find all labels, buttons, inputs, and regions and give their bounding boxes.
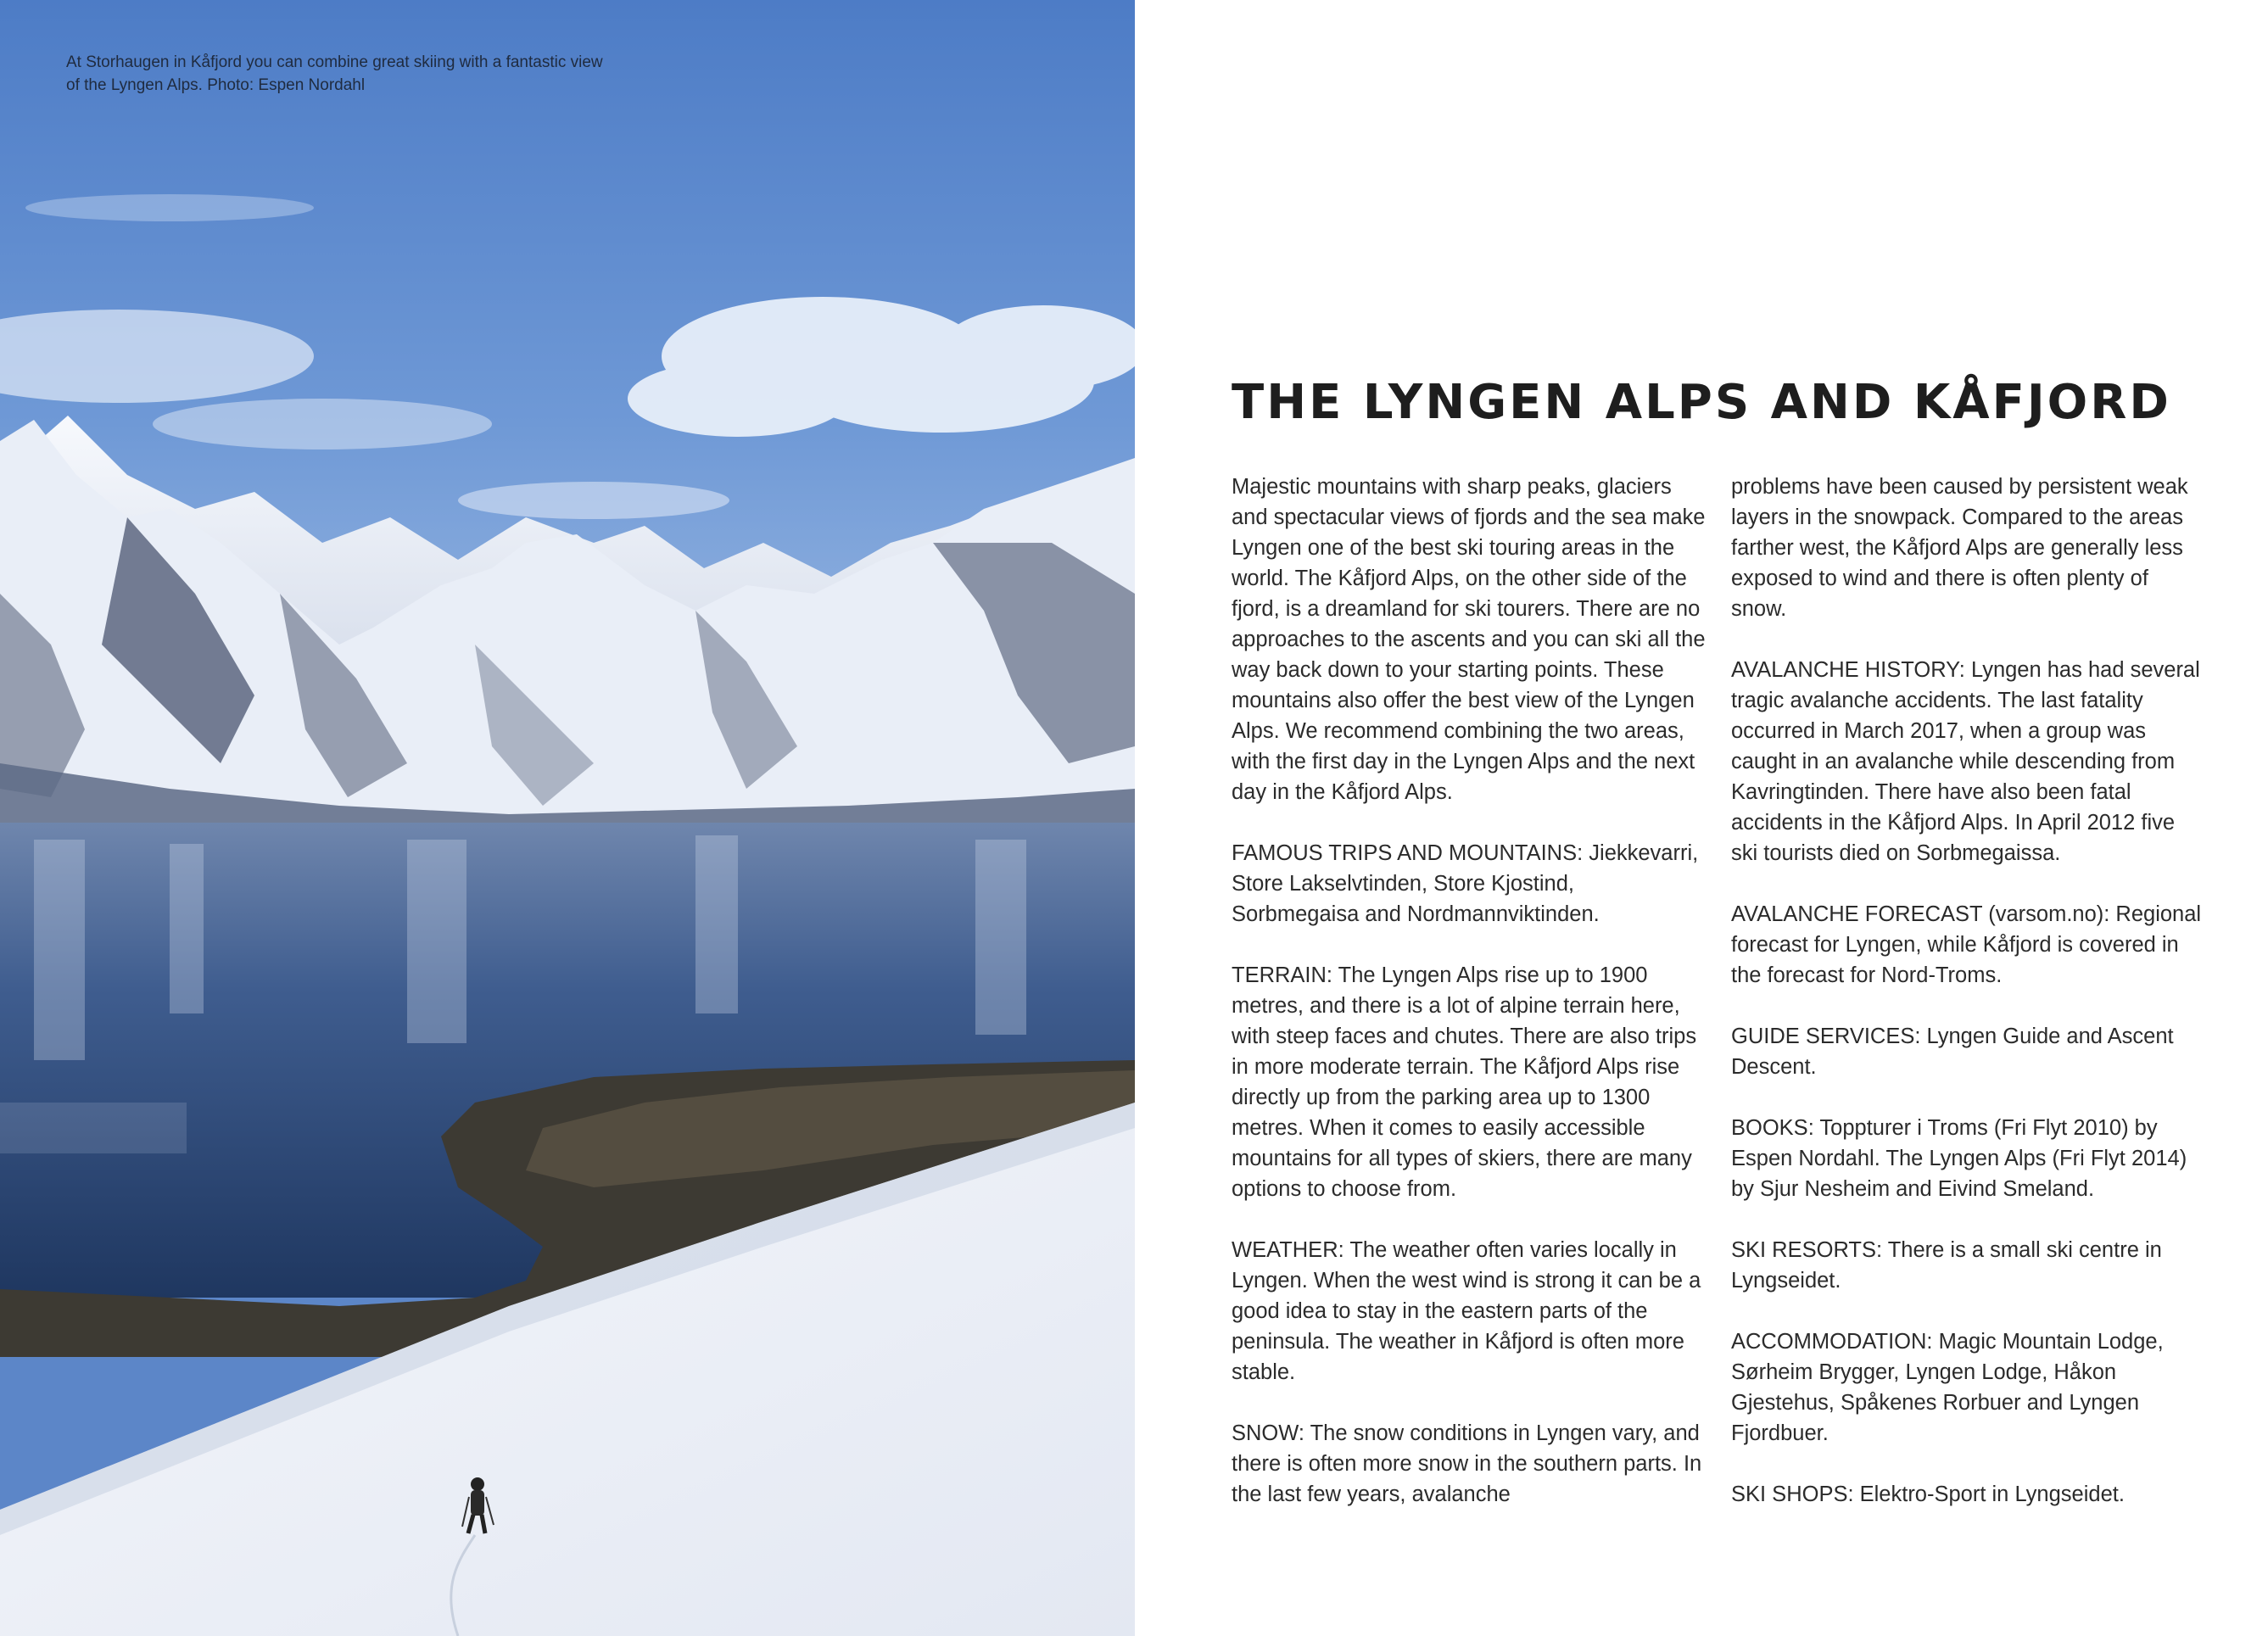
terrain-paragraph: TERRAIN: The Lyngen Alps rise up to 1900 metres, and there is a lot of alpine terrain here, with steep faces and chutes. There are also trips in more moderate terrain. The Kåfjord Alps rise directly up from the parking area up to 1300 metres. When it comes to easily accessible mountains for all types of skiers, there are many options to choose from. xyxy=(1232,963,1697,1201)
snow-paragraph: SNOW: The snow conditions in Lyngen vary, and there is often more snow in the southern parts. In the last few years, avalanche xyxy=(1232,1421,1702,1506)
books-paragraph: BOOKS: Toppturer i Troms (Fri Flyt 2010) by Espen Nordahl. The Lyngen Alps (Fri Flyt 2014) by Sjur Nesheim and Eivind Smeland. xyxy=(1731,1116,2187,1201)
intro-paragraph: Majestic mountains with sharp peaks, glaciers and spectacular views of fjords and the sea make Lyngen one of the best ski touring areas in the world. The Kåfjord Alps, on the other side of the fjord, is a dreamland for ski tourers. There are no approaches to the ascents and you can ski all the way back down to your starting points. These mountains also offer the best view of the Lyngen Alps. We recommend combining the two areas, with the first day in the Lyngen Alps and the next day in the Kåfjord Alps. xyxy=(1232,475,1706,804)
article-column-left xyxy=(1232,472,1707,1510)
ski-shops-paragraph: SKI SHOPS: Elektro-Sport in Lyngseidet. xyxy=(1731,1482,2125,1506)
accommodation-paragraph: ACCOMMODATION: Magic Mountain Lodge, Sørheim Brygger, Lyngen Lodge, Håkon Gjestehus, Spåkenes Rorbuer and Lyngen Fjordbuer. xyxy=(1731,1330,2164,1445)
snow-continued-paragraph: problems have been caused by persistent weak layers in the snowpack. Compared to the areas farther west, the Kåfjord Alps are generally less exposed to wind and there is often plenty of snow. xyxy=(1731,475,2188,621)
avalanche-history-paragraph: AVALANCHE HISTORY: Lyngen has had several tragic avalanche accidents. The last fatality occurred in March 2017, when a group was caught in an avalanche while descending from Kavringtinden. There have also been fatal accidents in the Kåfjord Alps. In April 2012 five ski tourists died on Sorbmegaissa. xyxy=(1731,658,2200,865)
weather-paragraph: WEATHER: The weather often varies locally in Lyngen. When the west wind is strong it can be a good idea to stay in the eastern parts of the peninsula. The weather in Kåfjord is often more stable. xyxy=(1232,1238,1701,1384)
article-title: THE LYNGEN ALPS AND KÅFJORD xyxy=(1232,375,2171,430)
famous-trips-paragraph: FAMOUS TRIPS AND MOUNTAINS: Jiekkevarri, Store Lakselvtinden, Store Kjostind, Sorbmegaisa and Nordmannviktinden. xyxy=(1232,841,1699,926)
article-column-right xyxy=(1731,472,2206,1510)
ski-resorts-paragraph: SKI RESORTS: There is a small ski centre in Lyngseidet. xyxy=(1731,1238,2162,1293)
avalanche-forecast-paragraph: AVALANCHE FORECAST (varsom.no): Regional forecast for Lyngen, while Kåfjord is covered in the forecast for Nord-Troms. xyxy=(1731,902,2202,987)
guide-services-paragraph: GUIDE SERVICES: Lyngen Guide and Ascent Descent. xyxy=(1731,1025,2174,1079)
photo-caption: At Storhaugen in Kåfjord you can combine great skiing with a fantastic view of the Lyngen Alps. Photo: Espen Nordahl xyxy=(66,53,603,94)
